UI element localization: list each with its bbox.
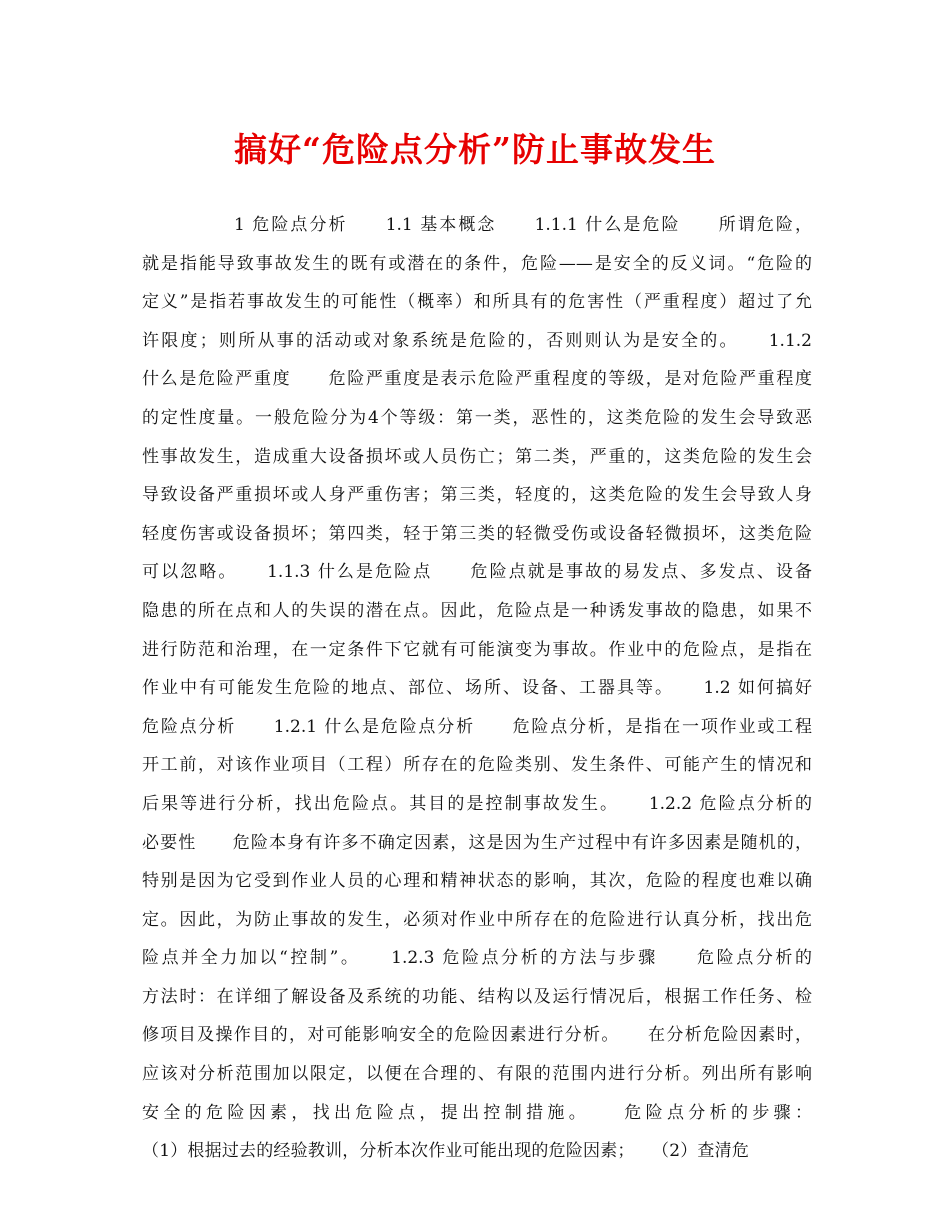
- body-line: 应该对分析范围加以限定，以便在合理的、有限的范围内进行分析。列出所有影响: [142, 1064, 812, 1085]
- body-line: 危险点分析 1.2.1 什么是危险点分析 危险点分析，是指在一项作业或工程: [142, 716, 812, 737]
- body-line: （1）根据过去的经验教训，分析本次作业可能出现的危险因素； （2）查清危: [142, 1141, 750, 1162]
- body-line: 隐患的所在点和人的失误的潜在点。因此，危险点是一种诱发事故的隐患，如果不: [142, 600, 812, 621]
- body-line: 方法时：在详细了解设备及系统的功能、结构以及运行情况后，根据工作任务、检: [142, 986, 812, 1007]
- body-line: 许限度；则所从事的活动或对象系统是危险的，否则则认为是安全的。 1.1.2: [142, 330, 812, 351]
- body-line: 定。因此，为防止事故的发生，必须对作业中所存在的危险进行认真分析，找出危: [142, 909, 812, 930]
- body-line: 可以忽略。 1.1.3 什么是危险点 危险点就是事故的易发点、多发点、设备: [142, 562, 812, 583]
- body-line: 进行防范和治理，在一定条件下它就有可能演变为事故。作业中的危险点，是指在: [142, 639, 812, 660]
- body-line: 修项目及操作目的，对可能影响安全的危险因素进行分析。 在分析危险因素时，: [142, 1025, 812, 1046]
- document-body: [142, 206, 812, 1171]
- body-line: 特别是因为它受到作业人员的心理和精神状态的影响，其次，危险的程度也难以确: [142, 871, 812, 892]
- body-line: 轻度伤害或设备损坏；第四类，轻于第三类的轻微受伤或设备轻微损坏，这类危险: [142, 523, 812, 544]
- body-line: 险点并全力加以“控制”。 1.2.3 危险点分析的方法与步骤 危险点分析的: [142, 948, 812, 969]
- body-line: 导致设备严重损坏或人身严重伤害；第三类，轻度的，这类危险的发生会导致人身: [142, 485, 812, 506]
- body-line: 开工前，对该作业项目（工程）所存在的危险类别、发生条件、可能产生的情况和: [142, 755, 812, 776]
- document-title: 搞好“危险点分析”防止事故发生: [234, 130, 716, 169]
- body-line: 的定性度量。一般危险分为4个等级：第一类，恶性的，这类危险的发生会导致恶: [142, 407, 812, 428]
- body-line: 定义”是指若事故发生的可能性（概率）和所具有的危害性（严重程度）超过了允: [142, 292, 812, 313]
- body-line: 性事故发生，造成重大设备损坏或人员伤亡；第二类，严重的，这类危险的发生会: [142, 446, 812, 467]
- body-line: 作业中有可能发生危险的地点、部位、场所、设备、工器具等。 1.2 如何搞好: [142, 678, 812, 699]
- body-line: 必要性 危险本身有许多不确定因素，这是因为生产过程中有许多因素是随机的，: [142, 832, 812, 853]
- body-line: 就是指能导致事故发生的既有或潜在的条件，危险——是安全的反义词。“危险的: [142, 253, 812, 274]
- body-line: 什么是危险严重度 危险严重度是表示危险严重程度的等级，是对危险严重程度: [142, 369, 812, 390]
- body-line: 安全的危险因素，找出危险点，提出控制措施。 危险点分析的步骤：: [142, 1102, 812, 1123]
- body-line: 1 危险点分析 1.1 基本概念 1.1.1 什么是危险 所谓危险，: [234, 215, 812, 235]
- body-line: 后果等进行分析，找出危险点。其目的是控制事故发生。 1.2.2 危险点分析的: [142, 793, 812, 814]
